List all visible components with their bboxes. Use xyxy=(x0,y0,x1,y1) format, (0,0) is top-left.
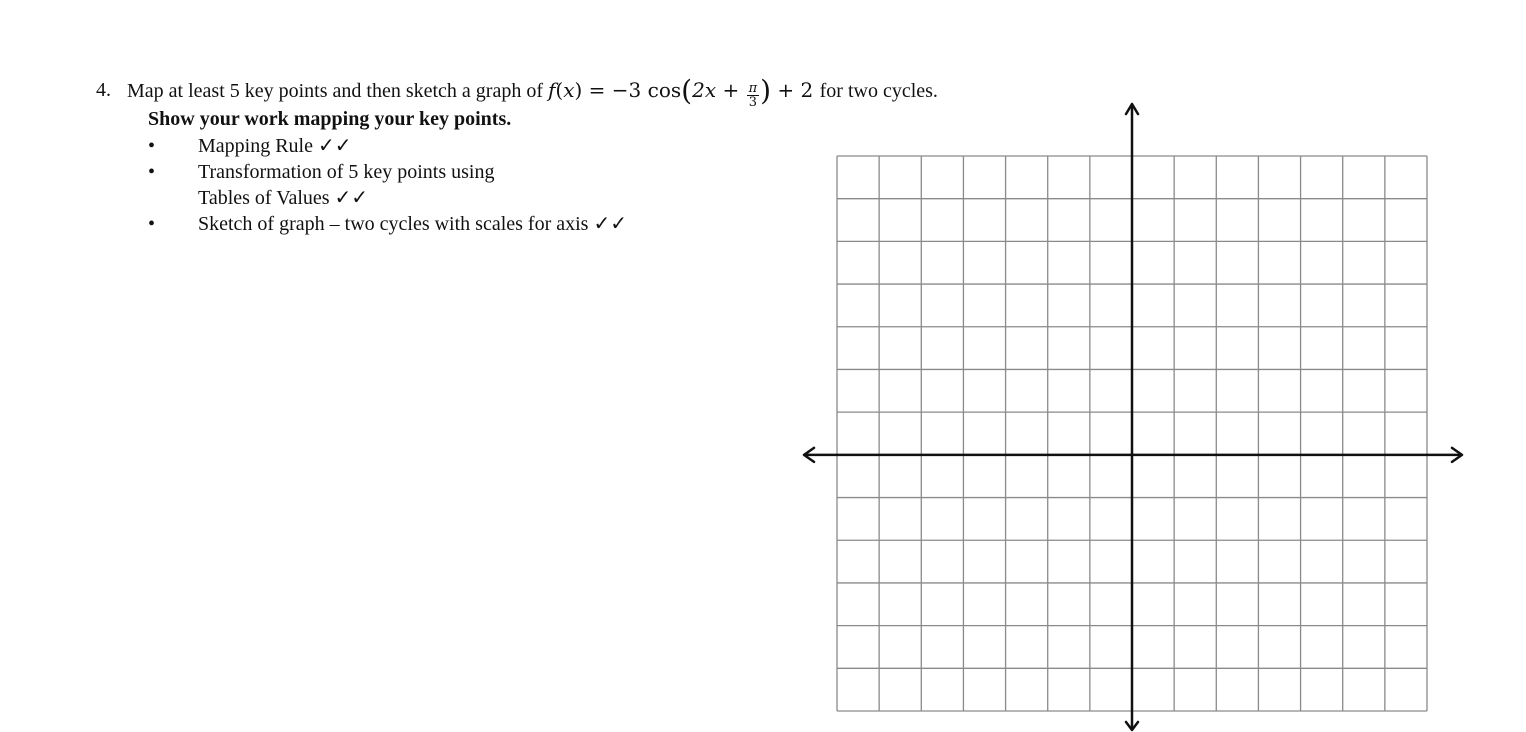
function-expression: f(x) = −3 cos(2x + $\frac{\pi}{3}$ ) + 2 xyxy=(548,74,814,110)
coordinate-grid xyxy=(800,102,1470,732)
question-outro: for two cycles. xyxy=(819,80,938,102)
criterion-text: Tables of Values ✓✓ xyxy=(198,187,369,209)
function-var: x xyxy=(563,78,575,102)
bullet-icon: • xyxy=(148,161,156,183)
criterion-text: Transformation of 5 key points using xyxy=(198,161,495,183)
instruction-heading: Show your work mapping your key points. xyxy=(148,108,512,130)
criterion-transformation xyxy=(148,160,627,184)
trig-function: cos xyxy=(647,78,682,102)
question-intro: Map at least 5 key points and then sketch a graph of xyxy=(127,80,543,102)
criterion-sketch xyxy=(148,212,627,236)
criterion-mapping-rule xyxy=(148,134,627,158)
equals-sign: = xyxy=(588,78,606,102)
function-name: f xyxy=(548,78,556,102)
coefficient: −3 xyxy=(611,78,642,102)
criterion-text: Mapping Rule ✓✓ xyxy=(198,135,352,157)
axes xyxy=(804,104,1462,730)
inner-expression: 2x + xyxy=(692,78,740,102)
criteria-list xyxy=(148,134,627,236)
bullet-icon: • xyxy=(148,135,156,157)
fraction-denominator: 3 xyxy=(748,95,757,110)
pi-over-three-fraction xyxy=(747,82,760,109)
question-number: 4. xyxy=(96,79,111,101)
criterion-text: Sketch of graph – two cycles with scales for axis ✓✓ xyxy=(198,213,627,235)
bullet-icon: • xyxy=(148,213,156,235)
criterion-transformation-cont xyxy=(148,186,627,210)
vertical-shift: + 2 xyxy=(777,78,814,102)
fraction-numerator: π xyxy=(748,81,758,96)
